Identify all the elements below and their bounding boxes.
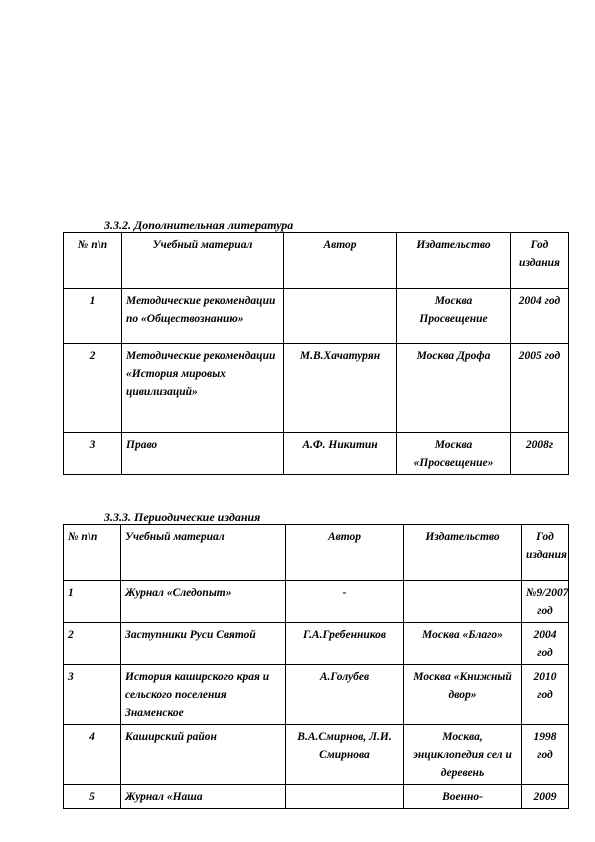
cell-publisher: Военно- bbox=[404, 785, 522, 809]
cell-author bbox=[284, 289, 397, 344]
cell-year: 2004 год bbox=[522, 623, 569, 665]
header-author: Автор bbox=[284, 233, 397, 289]
header-publisher: Издательство bbox=[397, 233, 511, 289]
cell-author: Г.А.Гребенников bbox=[286, 623, 404, 665]
cell-year: 2005 год bbox=[511, 344, 569, 433]
table-row bbox=[64, 785, 569, 809]
cell-year: №9/2007 год bbox=[522, 581, 569, 623]
cell-material: Методические рекомендации по «Обществознанию» bbox=[122, 289, 284, 344]
cell-publisher bbox=[404, 581, 522, 623]
header-material: Учебный материал bbox=[122, 233, 284, 289]
cell-num: 3 bbox=[64, 433, 122, 475]
section1-title: 3.3.2. Дополнительная литература bbox=[104, 218, 294, 232]
header-author: Автор bbox=[286, 525, 404, 581]
table-header-row bbox=[64, 233, 569, 289]
section2-title: 3.3.3. Периодические издания bbox=[104, 510, 261, 524]
table-row bbox=[64, 581, 569, 623]
header-num: № п\п bbox=[64, 233, 122, 289]
cell-material: Журнал «Наша bbox=[121, 785, 286, 809]
cell-publisher: Москва, энциклопедия сел и деревень bbox=[404, 725, 522, 785]
cell-num: 1 bbox=[64, 289, 122, 344]
header-publisher: Издательство bbox=[404, 525, 522, 581]
cell-author: - bbox=[286, 581, 404, 623]
cell-author bbox=[286, 785, 404, 809]
cell-publisher: Москва «Книжный двор» bbox=[404, 665, 522, 725]
cell-year: 2010 год bbox=[522, 665, 569, 725]
table-row bbox=[64, 433, 569, 475]
table-row bbox=[64, 623, 569, 665]
table-row bbox=[64, 344, 569, 433]
cell-author: А.Голубев bbox=[286, 665, 404, 725]
periodicals-table bbox=[63, 524, 569, 809]
cell-num: 4 bbox=[64, 725, 121, 785]
cell-material: Каширский район bbox=[121, 725, 286, 785]
cell-publisher: Москва Дрофа bbox=[397, 344, 511, 433]
cell-num: 2 bbox=[64, 344, 122, 433]
cell-author: М.В.Хачатурян bbox=[284, 344, 397, 433]
table-row bbox=[64, 665, 569, 725]
cell-year: 1998 год bbox=[522, 725, 569, 785]
cell-material: Методические рекомендации «История мировых цивилизаций» bbox=[122, 344, 284, 433]
table-header-row bbox=[64, 525, 569, 581]
header-num: № п\п bbox=[64, 525, 121, 581]
header-material: Учебный материал bbox=[121, 525, 286, 581]
cell-author: А.Ф. Никитин bbox=[284, 433, 397, 475]
table-row bbox=[64, 289, 569, 344]
cell-material: Заступники Руси Святой bbox=[121, 623, 286, 665]
table-row bbox=[64, 725, 569, 785]
header-year: Год издания bbox=[511, 233, 569, 289]
header-year: Год издания bbox=[522, 525, 569, 581]
cell-num: 3 bbox=[64, 665, 121, 725]
cell-num: 5 bbox=[64, 785, 121, 809]
cell-material: Право bbox=[122, 433, 284, 475]
cell-num: 1 bbox=[64, 581, 121, 623]
cell-publisher: Москва «Благо» bbox=[404, 623, 522, 665]
cell-year: 2008г bbox=[511, 433, 569, 475]
cell-publisher: Москва Просвещение bbox=[397, 289, 511, 344]
cell-year: 2009 bbox=[522, 785, 569, 809]
cell-year: 2004 год bbox=[511, 289, 569, 344]
cell-publisher: Москва «Просвещение» bbox=[397, 433, 511, 475]
cell-num: 2 bbox=[64, 623, 121, 665]
cell-author: В.А.Смирнов, Л.И. Смирнова bbox=[286, 725, 404, 785]
cell-material: Журнал «Следопыт» bbox=[121, 581, 286, 623]
cell-material: История каширского края и сельского поселения Знаменское bbox=[121, 665, 286, 725]
additional-literature-table bbox=[63, 232, 569, 475]
